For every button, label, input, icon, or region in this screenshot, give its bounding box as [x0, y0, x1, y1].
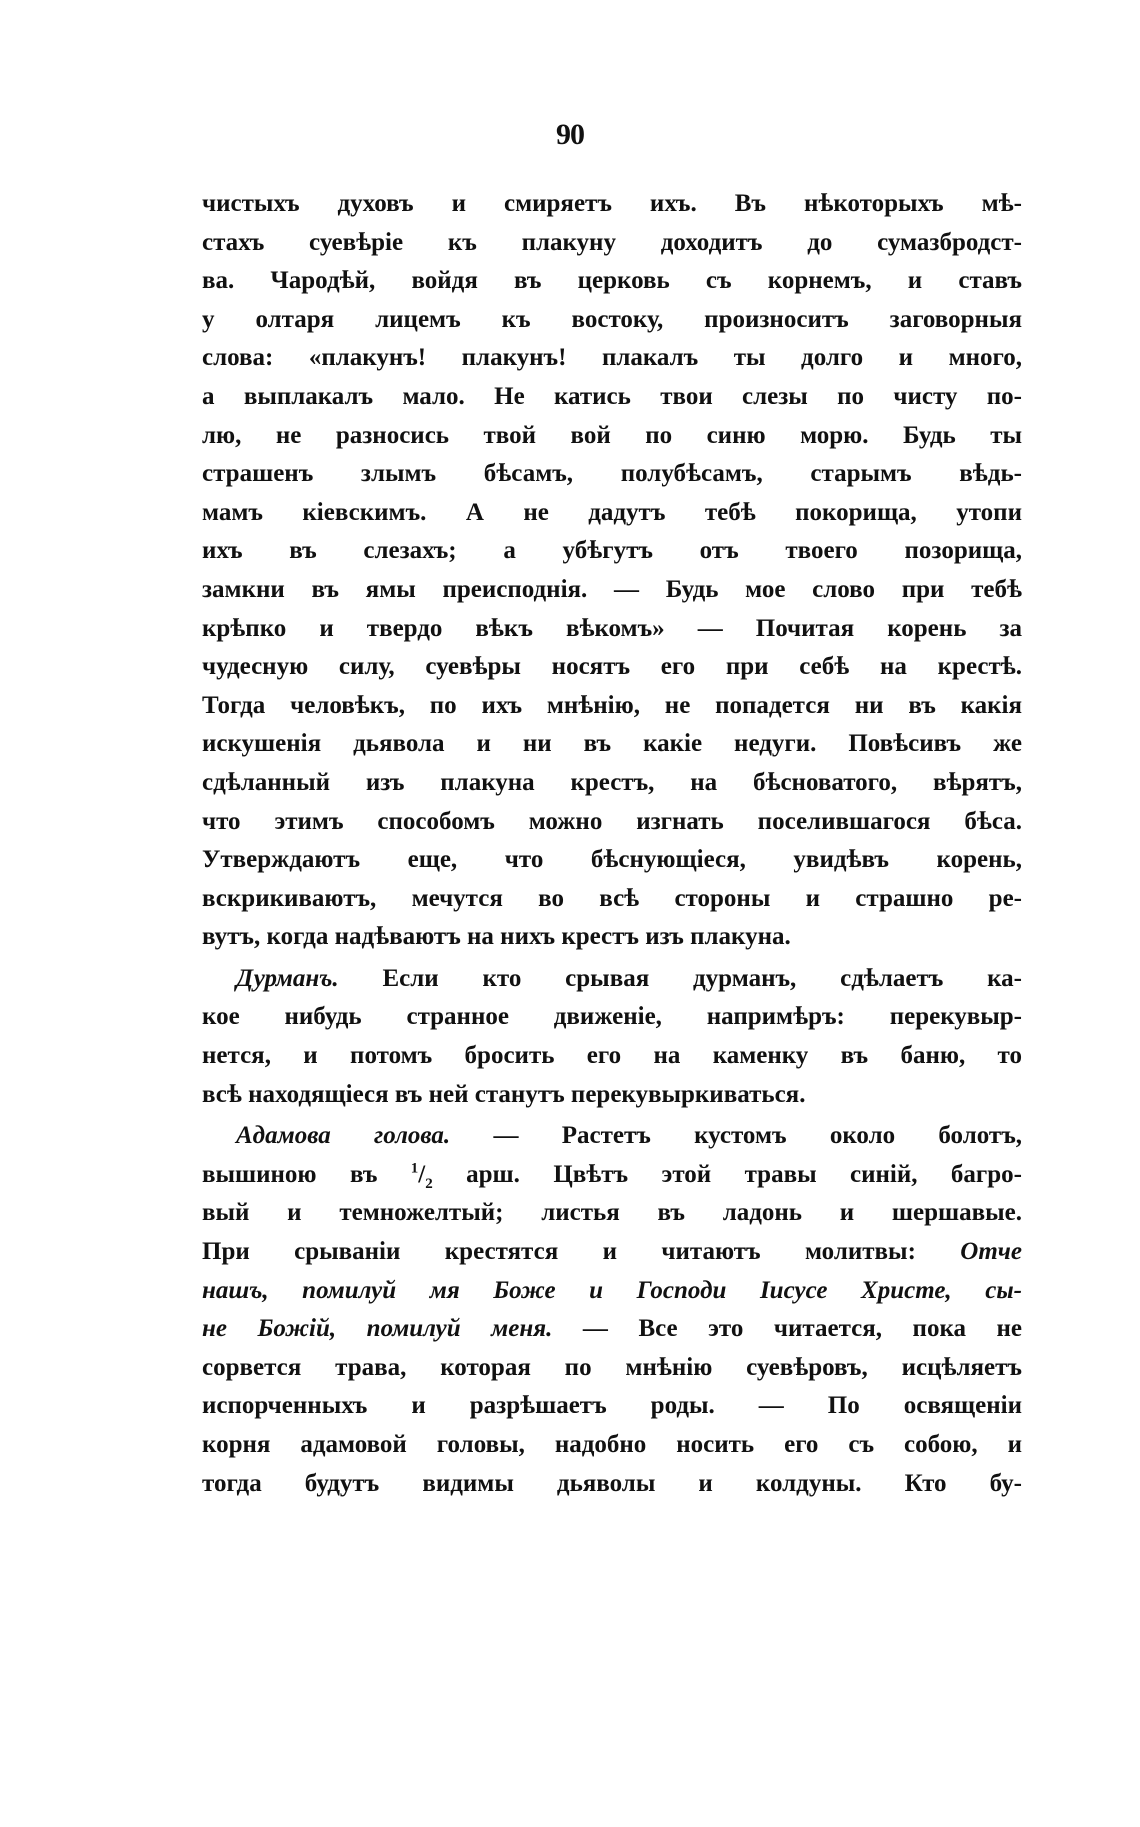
- text-span: При срываніи крестятся и читаютъ молитвы:: [202, 1238, 916, 1266]
- text-line: искушенія дьявола и ни въ какіе недуги. Повѣсивъ же: [202, 730, 1022, 758]
- text-line: а выплакалъ мало. Не катись твои слезы по чисту по-: [202, 382, 1022, 410]
- paragraph-adamova-golova: [202, 1117, 1022, 1503]
- text-line: крѣпко и твердо вѣкъ вѣкомъ» — Почитая корень за: [202, 614, 1022, 642]
- italic-prayer: Отче: [960, 1238, 1022, 1266]
- text-line: вутъ, когда надѣваютъ на нихъ крестъ изъ плакуна.: [202, 923, 791, 951]
- text-line: страшенъ злымъ бѣсамъ, полубѣсамъ, старымъ вѣдь-: [202, 460, 1022, 488]
- text-line: Утверждаютъ еще, что бѣснующіеся, увидѣвъ корень,: [202, 846, 1022, 874]
- text-line: [202, 960, 1022, 999]
- text-line: что этимъ способомъ можно изгнать поселившагося бѣса.: [202, 807, 1022, 835]
- page-number: 90: [556, 118, 584, 151]
- text-line: замкни въ ямы преисподнія. — Будь мое слово при тебѣ: [202, 575, 1022, 603]
- text-span: арш. Цвѣтъ этой травы синій, багро-: [432, 1160, 1022, 1188]
- text-line: всѣ находящіеся въ ней станутъ перекувыркиваться.: [202, 1080, 806, 1108]
- paragraph-durman: [202, 960, 1022, 1114]
- fraction-numerator: 1: [410, 1160, 419, 1177]
- text-line: у олтаря лицемъ къ востоку, произноситъ заговорныя: [202, 305, 1022, 333]
- text-line: ва. Чародѣй, войдя въ церковь съ корнемъ, и ставъ: [202, 267, 1022, 295]
- italic-prayer-line: нашъ, помилуй мя Боже и Господи Іисусе Христе, сы-: [202, 1276, 1022, 1304]
- text-line: чистыхъ духовъ и смиряетъ ихъ. Въ нѣкоторыхъ мѣ-: [202, 190, 1022, 217]
- text-span: — Растетъ кустомъ около болотъ,: [493, 1122, 1023, 1150]
- text-line: чудесную силу, суевѣры носятъ его при себѣ на крестѣ.: [202, 653, 1022, 681]
- text-line: кое нибудь странное движеніе, напримѣръ: перекувыр-: [202, 1003, 1022, 1031]
- text-line: Тогда человѣкъ, по ихъ мнѣнію, не попадется ни въ какія: [202, 691, 1022, 719]
- text-span: Если кто срывая дурманъ, сдѣлаетъ ка-: [382, 964, 1023, 992]
- text-line: [202, 1117, 1022, 1156]
- text-line: вскрикиваютъ, мечутся во всѣ стороны и страшно ре-: [202, 884, 1022, 912]
- text-line: лю, не разносись твой вой по синю морю. Будь ты: [202, 421, 1022, 449]
- text-line: тогда будутъ видимы дьяволы и колдуны. Кто бу-: [202, 1469, 1022, 1497]
- text-line: сдѣланный изъ плакуна крестъ, на бѣсноватого, вѣрятъ,: [202, 768, 1022, 796]
- text-line: мамъ кіевскимъ. А не дадутъ тебѣ покорища, утопи: [202, 498, 1022, 526]
- text-line: вый и темножелтый; листья въ ладонь и шершавые.: [202, 1199, 1022, 1227]
- text-span: — Все это читается, пока не: [582, 1315, 1022, 1343]
- term-adamova-golova: Адамова голова.: [236, 1122, 451, 1150]
- fraction-denominator: 2: [425, 1175, 433, 1192]
- text-line: слова: «плакунъ! плакунъ! плакалъ ты долго и много,: [202, 344, 1022, 372]
- text-line: вышиною въ $^1/_2$ арш. Цвѣтъ этой травы синій, багро-: [202, 1160, 1022, 1192]
- text-line: нется, и потомъ бросить его на каменку въ баню, то: [202, 1042, 1022, 1070]
- text-span: вышиною въ: [202, 1160, 411, 1188]
- italic-prayer: не Божій, помилуй меня.: [202, 1315, 553, 1343]
- text-line: [202, 1310, 1022, 1349]
- text-line: ихъ въ слезахъ; а убѣгутъ отъ твоего позорища,: [202, 537, 1022, 565]
- text-line: корня адамовой головы, надобно носить его съ собою, и: [202, 1431, 1022, 1458]
- text-line: сорвется трава, которая по мнѣнію суевѣровъ, исцѣляетъ: [202, 1353, 1022, 1381]
- term-durman: Дурманъ.: [236, 964, 339, 992]
- text-line: [202, 1233, 1022, 1272]
- paragraph-plakun: [202, 185, 1022, 957]
- body-text: [202, 185, 1022, 1503]
- text-line: стахъ суевѣріе къ плакуну доходитъ до сумазбродст-: [202, 228, 1022, 256]
- text-line: испорченныхъ и разрѣшаетъ роды. — По освященіи: [202, 1392, 1022, 1420]
